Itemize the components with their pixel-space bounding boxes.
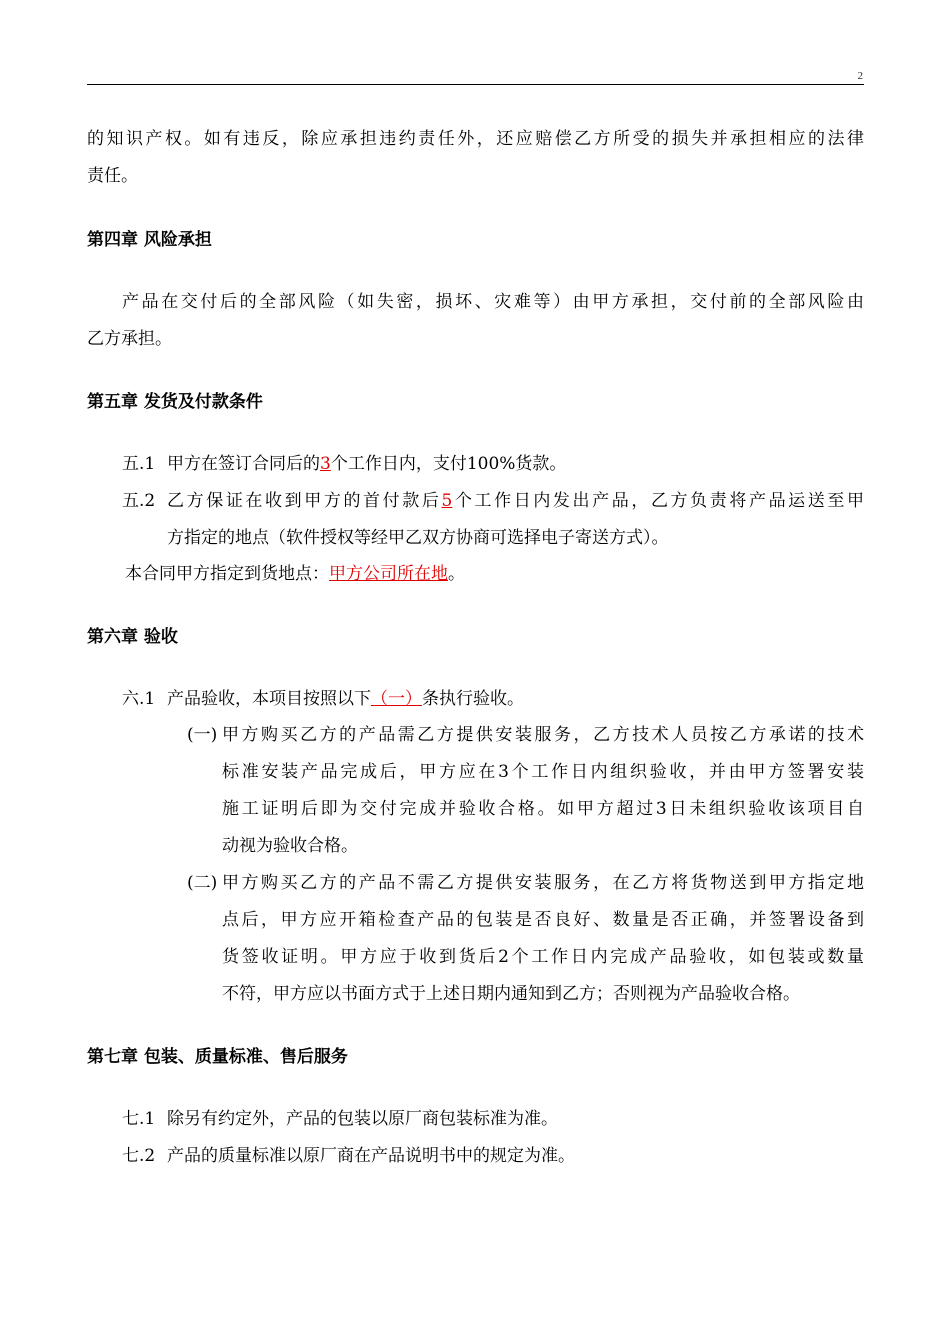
header-rule bbox=[87, 84, 864, 85]
clause-6-1-post: 条执行验收。 bbox=[422, 689, 524, 709]
chapter-4-heading: 第四章 风险承担 bbox=[87, 230, 212, 250]
delivery-location-label: 本合同甲方指定到货地点： bbox=[125, 564, 329, 584]
chapter-4-paragraph-line-1: 产品在交付后的全部风险（如失密，损坏、灾难等）由甲方承担，交付前的全部风险由 bbox=[122, 292, 864, 312]
clause-5-2-line-2: 方指定的地点（软件授权等经甲乙双方协商可选择电子寄送方式）。 bbox=[167, 528, 669, 548]
clause-7-2-text: 产品的质量标准以原厂商在产品说明书中的规定为准。 bbox=[167, 1146, 575, 1166]
option-b-line-2: 点后，甲方应开箱检查产品的包装是否良好、数量是否正确，并签署设备到 bbox=[222, 910, 864, 930]
option-a-marker: (一) bbox=[187, 725, 218, 745]
clause-6-1-pre: 产品验收，本项目按照以下 bbox=[167, 689, 371, 709]
delivery-days-value: 5 bbox=[441, 491, 453, 511]
delivery-location-end: 。 bbox=[448, 564, 465, 584]
clause-5-1-text bbox=[167, 454, 566, 474]
intro-line-2: 责任。 bbox=[87, 166, 138, 186]
intro-line-1: 的知识产权。如有违反，除应承担违约责任外，还应赔偿乙方所受的损失并承担相应的法律 bbox=[87, 129, 864, 149]
option-b-line-1: 甲方购买乙方的产品不需乙方提供安装服务，在乙方将货物送到甲方指定地 bbox=[222, 873, 864, 893]
clause-5-2-pre: 乙方保证在收到甲方的首付款后 bbox=[167, 491, 442, 511]
option-b-line-3: 货签收证明。甲方应于收到货后2个工作日内完成产品验收，如包装或数量 bbox=[222, 947, 864, 967]
clause-7-1-text: 除另有约定外，产品的包装以原厂商包装标准为准。 bbox=[167, 1109, 558, 1129]
acceptance-option-value: （一） bbox=[371, 689, 422, 709]
option-b-line-4: 不符，甲方应以书面方式于上述日期内通知到乙方；否则视为产品验收合格。 bbox=[222, 984, 800, 1004]
clause-5-2-line-1 bbox=[167, 491, 864, 511]
clause-6-1-number: 六.1 bbox=[122, 689, 156, 709]
clause-5-2-post: 个工作日内发出产品，乙方负责将产品运送至甲 bbox=[452, 491, 864, 511]
chapter-6-heading: 第六章 验收 bbox=[87, 627, 178, 647]
chapter-7-heading: 第七章 包装、质量标准、售后服务 bbox=[87, 1047, 348, 1067]
option-b-marker: (二) bbox=[187, 873, 218, 893]
clause-6-1-text bbox=[167, 689, 524, 709]
clause-5-2-number: 五.2 bbox=[122, 491, 156, 511]
clause-7-2-number: 七.2 bbox=[122, 1146, 156, 1166]
chapter-4-paragraph-line-2: 乙方承担。 bbox=[87, 329, 172, 349]
clause-5-1-pre: 甲方在签订合同后的 bbox=[167, 454, 320, 474]
option-a-line-3: 施工证明后即为交付完成并验收合格。如甲方超过3日未组织验收该项目自 bbox=[222, 799, 864, 819]
delivery-location-line bbox=[125, 564, 465, 584]
option-a-line-1: 甲方购买乙方的产品需乙方提供安装服务，乙方技术人员按乙方承诺的技术 bbox=[222, 725, 864, 745]
chapter-5-heading: 第五章 发货及付款条件 bbox=[87, 392, 263, 412]
option-a-line-4: 动视为验收合格。 bbox=[222, 836, 358, 856]
clause-5-1-number: 五.1 bbox=[122, 454, 156, 474]
clause-7-1-number: 七.1 bbox=[122, 1109, 156, 1129]
clause-5-1-post: 个工作日内，支付100%货款。 bbox=[330, 454, 567, 474]
payment-days-value: 3 bbox=[320, 454, 331, 474]
delivery-location-value: 甲方公司所在地 bbox=[329, 564, 448, 584]
page-number: 2 bbox=[857, 70, 863, 82]
option-a-line-2: 标准安装产品完成后，甲方应在3个工作日内组织验收，并由甲方签署安装 bbox=[222, 762, 864, 782]
